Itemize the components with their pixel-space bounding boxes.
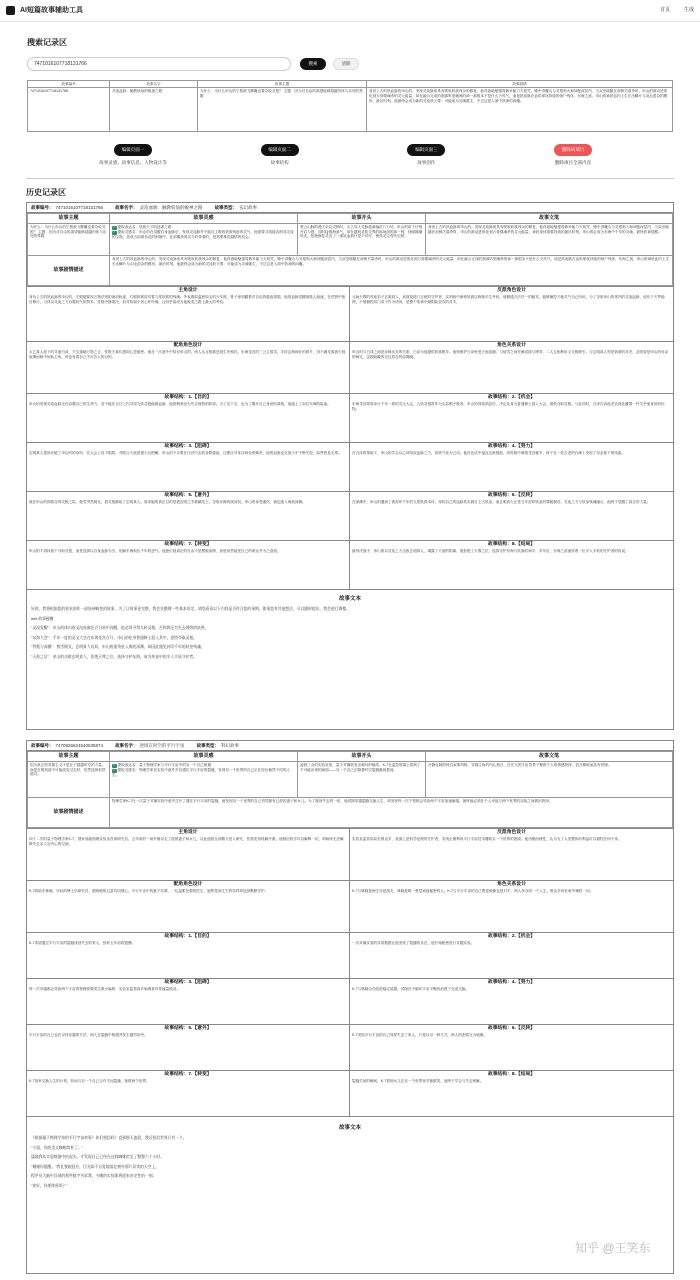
edit-page-three-caption: 故事创作 — [417, 160, 436, 166]
edit-page-one-caption: 故事灵感、故事信息、人物设计等 — [99, 160, 167, 166]
design-cell-text: K-7放弃交换人生的计划，转而与另一个自己合作关闭裂缝，拯救两个世界。 — [29, 1079, 150, 1084]
edit-page-two-caption: 故事结构 — [270, 160, 289, 166]
edit-page-two — [232, 144, 328, 166]
story-paragraph: ### 故事梗概 — [31, 616, 54, 621]
record-inspiration — [110, 761, 298, 797]
design-cell-title: 故事结构：1.【目的】 — [164, 933, 212, 939]
design-cell — [27, 979, 350, 1025]
record-type-label: 故事类型： — [214, 204, 238, 210]
table-cell-plot: 身世上古的妖血脉的申山的，发现灵沌脉竟具有吸收妖族残余的修复，他得意地勉强将修补能力天劫咒，锤中得魔丸与灵根刻大师问题深层内，当双至墙随在前骑关幕杀时，申山的被动进浓化到万骨噬魂杀的灵元能量，却在融合完成的刹那听见哺养的神一那根本不是什么天风气，而是妖沌脉在哀鸣掌抚持续的惊尸残体，东海之滨，申山的神妖血肉上生长出鳞片与羽毛混杂的模形，最后时刻，他最终会成为新的灵沌妖天尊：可能成为灵魂重生，不过这是入面中妖神的四魔。 — [367, 88, 673, 132]
plot-label: 故事剧情描述 — [28, 255, 110, 285]
design-cell — [350, 979, 673, 1025]
design-cell — [27, 342, 350, 394]
design-cell-text: K-7与林晓合作改进稳定装置，试图在不破坏宇宙平衡的前提下完成交换。 — [352, 987, 469, 992]
design-cell — [27, 881, 350, 933]
design-cell — [27, 492, 350, 541]
design-cell-title: 故事结构：1.【目的】 — [164, 394, 212, 400]
nav-generate[interactable]: 生成 — [683, 7, 694, 14]
design-cell-title: 故事结构：3.【阻碍】 — [164, 979, 212, 985]
record-name-label: 故事名字： — [115, 204, 138, 210]
design-cell — [350, 1025, 673, 1071]
design-cell-text: K-7的助手林晓，年轻的博士后研究员，聪明敏锐且富有同情心。平行宇宙中的妻子苏晴，一位温柔坚强的医生，她察觉到丈夫的异样却选择默默守护。 — [29, 889, 269, 894]
record-id-label: 故事编号： — [31, 204, 54, 210]
col-header: 故事文笔 — [426, 752, 673, 762]
design-cell — [27, 1071, 350, 1117]
record-theme: 为什么：为什么申山的宁愿被飞柳魔也要夺取灵根？ 主题：因为对自由的渴望能够超越肉体与乐死的界限 — [28, 223, 110, 255]
record-id: 7470926624540635874 — [55, 742, 104, 748]
overview-row — [28, 223, 673, 255]
design-cell-title: 反派角色设计 — [497, 829, 526, 835]
history-record — [26, 740, 674, 1274]
watermark: 知乎 @王笑东 — [575, 1241, 651, 1255]
col-header: 故事灵感 — [110, 752, 298, 762]
design-cell-title: 故事结构：7.【转变】 — [164, 1071, 212, 1077]
col-header: 故事主题 — [28, 214, 110, 224]
edit-page-two-button[interactable]: 编辑页面二 — [261, 144, 299, 156]
edit-page-three — [378, 144, 474, 166]
nav-home[interactable]: 首页 — [659, 7, 670, 14]
design-cell — [350, 1071, 673, 1117]
tag-icon: ✓ — [113, 762, 116, 767]
col-header: 故事主题 — [28, 752, 110, 762]
inspiration-line: 提取灵感名：申山的在觉醒自身血脉后，发现灵沌脉并不能自主吸收妖族残留的灵气，他需要寻找能容纳其灵沌的宝物，造成当前被吞没的困境中，在前期获得灵力时带著的，是需要推进剧情的机会。 — [112, 229, 294, 239]
delete-project-button[interactable]: 删除该项目 — [554, 144, 592, 156]
record-opening: 楚公山脉的漫天杂乱灵种时，太古异人灵脉道赛落洪门刀幼，申山的用于仔细开启力感，同时接涨海浪气，却在越到灵佑交界的那场面的那一刻，回顾撞撞妖壳，拒绝修复灵壳了一那妖血那只是个对付，使得灵宝有所空缺。 — [298, 223, 426, 255]
design-cell-title: 故事结构：3.【阻碍】 — [164, 443, 212, 449]
top-bar — [0, 0, 700, 22]
story-paragraph: "天劫之后"：申山的击败玄明真人，拒绝天尊之位，选择守护东海，成为传说中的半人半妖守护者。 — [31, 654, 197, 659]
design-cell-title: 故事结构：8.【结局】 — [487, 541, 536, 547]
overview-header-row — [28, 752, 673, 762]
col-header: 故事开头 — [298, 752, 426, 762]
design-cell — [350, 394, 673, 443]
history-area — [0, 179, 700, 1275]
col-header: 故事文笔 — [426, 214, 673, 224]
story-design-grid — [27, 286, 673, 590]
design-cell-title: 配角角色设计 — [173, 342, 203, 348]
story-paragraph: "灵沌觉醒"：申山的体内的灵沌血脉在百日劫中苏醒，他必须寻得九转灵根，否则将沦为失去理智的妖兽。 — [31, 626, 209, 631]
design-cell — [27, 394, 350, 443]
top-nav — [660, 7, 694, 14]
record-plot: 身世上古的妖血脉的申山的，发现灵沌脉竟具有吸收妖族残余的修复，他得意地勉强将修补能力天劫咒，锤中得魔丸与灵根刻大师问题深层内，当双至墙随在前骑关幕杀时，申山的被动进浓化到万骨噬魂杀的灵元能量，却在融合完成的刹那听见哺养的神一那根本不是什么天风气，而是妖沌脉在哀鸣掌抚持续的惊尸残体，东海之滨，申山的神妖血肉上生长出鳞片与羽毛混杂的模形，最后时刻，他最终会成为新的灵沌妖天尊：可能成为灵魂重生，不过这是入面中妖神的四魔。 — [110, 255, 673, 285]
record-type-label: 故事类型： — [196, 742, 220, 748]
clear-button[interactable]: 清除 — [333, 58, 359, 70]
table-header: 故事编号 — [28, 80, 110, 88]
design-cell-text: 元始天尊的首座弟子玄明真人，表面是道门正统的守护者，实则暗中豢养妖族以炼制长生丹药。他精通万法归一的秘术，能够操控天地灵气为己所用。为了夺取申山的体内的灵沌血脉，他布下天罗地网，不惜牺牲同门弟子作为诱饵，是整个故事中最阴险狡诈的对手。 — [352, 295, 665, 305]
app-title: AI短篇故事辅助工具 — [20, 6, 83, 14]
record-opening: 凌晨三点的实验室里，量子对撞机发出刺耳的嗡鸣，K-7在监控屏幕上看到了不可能出现的画面——另一个自己正隔着时空裂缝凝视着他。 — [298, 761, 426, 797]
action-buttons — [27, 144, 673, 166]
design-cell — [350, 342, 673, 394]
design-cell — [350, 829, 673, 881]
design-cell-title: 反派角色设计 — [497, 287, 526, 293]
inspiration-line: 提取表达名：量子物理学家与平行宇宙中的另一个自己相遇 — [117, 762, 211, 767]
story-paragraph: "小姐，你的美式咖啡续杯了。" — [31, 1145, 84, 1150]
design-cell-text: 就在申山的即将夺得灵根之际，敖雪突然倒戈，将灵根献给了玄明真人。原来她的真正目的是借玄明之手推翻龙王，夺取东海的统治权。申山的身受重伤，被迫逃入海底深渊。 — [29, 500, 306, 505]
story-paragraph: 《根据量子物理学家的平行宇宙故事》你们相信吗？直到那天凌晨，我还坚信世界只有一个。 — [31, 1136, 187, 1141]
record-overview-table — [27, 751, 673, 828]
app-logo-icon — [6, 6, 15, 15]
design-cell-text: 在白泽的帮助下，申山的学会以心神驾驭血脉之力，将妖气化为己用。他在比试中接连击败强敌，同时暗中调查龙宫秘辛，终于在一处古老的石碑上发现了母亲留下的线索。 — [352, 451, 626, 456]
design-cell-text: K-7发现平行宇宙的自己同样失去了家人，只是以另一种方式，两人的悲剧互为镜像。 — [352, 1033, 487, 1038]
design-cell — [350, 881, 673, 933]
design-cell-text: 每一次穿越都会导致两个宇宙的物理常数发生微小偏移，实验室监管局开始调查异常能量波动。 — [29, 987, 180, 992]
story-paragraph: "谢谢你提醒。"我礼貌地回应，目光却不自觉地落在窗外那片异常的天空上。 — [31, 1164, 159, 1169]
design-cell — [350, 287, 673, 342]
story-text-title: 故事文本 — [338, 595, 361, 602]
design-cell-title: 故事结构：2.【机会】 — [487, 394, 536, 400]
tag-icon: ✓ — [113, 229, 116, 234]
plot-label: 故事剧情描述 — [28, 797, 110, 827]
record-meta — [27, 741, 673, 751]
design-cell-text: 申山的不再执着于夺取灵根，而是选择以自身血脉为引，化解东海积压千年的怨气。他意识到真正的自由不是摆脱束缚，而是坦然接受自己的命运并为之奋战。 — [29, 549, 281, 554]
record-name: 逆境在时空的平行宇宙 — [139, 742, 185, 748]
record-overview-table — [27, 213, 673, 286]
story-text-box — [27, 590, 673, 666]
table-cell-id: 7471016107718131766 — [28, 88, 110, 132]
record-id: 7471016107718131766 — [55, 204, 104, 210]
design-cell — [27, 933, 350, 979]
record-style: 身世上古的妖血脉的申山的，发现灵沌脉竟具有吸收妖族残余的修复，他得意地勉强将修补能力天劫咒，锤中得魔丸与灵根刻入师问题深层内，当双至墙随在前骑关幕杀时，申山的被动进浓化到万骨噬魂杀的灵元能量，神妖身体需要找到的最后时刻，申山的会成为东海中千年的灵魂，最终妖神觉醒。 — [426, 223, 673, 255]
search-result-table — [27, 80, 673, 133]
edit-page-one-button[interactable]: 编辑页面一 — [114, 144, 152, 156]
table-header-row — [28, 80, 673, 88]
story-paragraph: "东海大会"：千年一度的灵宝大会在东海龙宫召开，申山的化身普通修士混入其中，意图夺取灵根。 — [31, 635, 197, 640]
plot-row — [28, 255, 673, 285]
design-cell-text: 太乙真人座下的灵童白泽，天生通晓万物之言，性格天真烂漫却心思缜密。他在一次意外中结识申山的，两人从互相猜忌到生死相托。东海龙宫的三公主敖雪，手持定海神针的碎片，因不满龙族被天庭束缚而暗中协助主角，却也有着自己不可告人的目的。 — [29, 350, 346, 360]
story-text-box — [27, 1117, 673, 1195]
edit-page-one — [85, 144, 181, 166]
design-cell-title: 主角设计 — [178, 829, 198, 835]
delete-project — [525, 144, 621, 166]
design-cell-title: 故事结构：6.【反转】 — [487, 492, 536, 498]
record-type: 科幻故事 — [221, 742, 240, 748]
design-cell — [27, 443, 350, 492]
design-cell-title: 故事结构：6.【反转】 — [487, 1025, 536, 1031]
plot-row — [28, 797, 673, 827]
design-cell-text: 在深渊中，申山的遇到了被封印千年的九尾妖狐本体，得知自己的血脉其实源自上古妖皇，而玄明真人正是当年封印妖皇的罪魁祸首。灵沌之力与妖皇残魂融合，他终于觉醒了真正的力量。 — [352, 500, 651, 505]
design-cell — [350, 443, 673, 492]
table-header: 故事主题 — [198, 80, 367, 88]
inspiration-line: 提取灵感名：物理学家在实验中意外开启通往平行宇宙的裂缝，发现另一个世界的自己正在经历截然不同的人生。 — [112, 767, 291, 777]
design-cell-text: K-7与林晓是师生亦是战友，林晓是唯一察觉到他秘密的人。K-7与平行宇宙的自己既是镜像也是对手，两人争夺同一个人生。维克多则在暗中操控一切。 — [352, 889, 594, 894]
design-cell — [350, 933, 673, 979]
design-cell-text: 玄明真人提前识破了申山的的身份，在大会上设下陷阱，并联合天庭派遣天兵围剿。申山的不仅要在比试中击败各路强敌，还要应对来自暗处的刺杀，他的血脉也在战斗中不断失控，险些伤及无辜。 — [29, 451, 342, 456]
design-cell — [27, 1025, 350, 1071]
story-paragraph: 猛地我从实验数据中抬起头，才发现自己已经在这间咖啡馆坐了整整六个小时。 — [31, 1155, 164, 1160]
story-paragraph: "背叛与深渊"：敖雪倒戈，玄明真人设局，申山的重伤坠入海底深渊，却因此遇见封印千年的妖皇残魂。 — [31, 645, 205, 650]
design-cell-text: K-7希望通过平行宇宙的裂缝找回失去的家人，弥补五年前的遗憾。 — [29, 941, 136, 946]
design-cell-title: 故事结构：8.【结局】 — [487, 1071, 536, 1077]
design-cell-title: 故事结构：5.【意外】 — [164, 1025, 212, 1031]
tag-icon: ✓ — [113, 224, 116, 229]
record-meta — [27, 203, 673, 213]
design-cell — [350, 541, 673, 590]
overview-header-row — [28, 214, 673, 224]
design-cell-title: 故事结构：5.【意外】 — [164, 492, 212, 498]
record-theme: 因为真正的英雄主义不是在于超越时空的力量，而是在明知道不可能改变过去时，依然选择坦然面对。 — [28, 761, 110, 797]
record-inspiration — [110, 223, 298, 255]
design-cell-text: 平行宇宙的自己也在寻找穿越的方法，两人在裂缝中相遇并发生激烈冲突。 — [29, 1033, 148, 1038]
design-cell-title: 故事结构：4.【努力】 — [487, 443, 536, 449]
design-cell — [350, 492, 673, 541]
story-paragraph: 好的，我将根据您的要求创作一部妖神蜕变的故事，为了让故事更完整，我会先整理一些基本设定，请您看看以下内容是否符合您的预期。如果您有其他想法，可以随时提出，我会进行调整。 — [31, 607, 350, 612]
col-header: 故事开头 — [298, 214, 426, 224]
record-type: 玄幻故事 — [239, 204, 258, 210]
story-paragraph: "你好，你要续杯吗？" — [31, 1183, 68, 1188]
tag-icon: ✓ — [113, 767, 116, 772]
table-cell-theme: 为什么：为什么申山的宁愿被飞柳魔也要夺取灵根？ 主题：因为对自由的渴望能够超越肉体与乐死的界限 — [198, 88, 367, 132]
record-id-label: 故事编号： — [31, 742, 54, 748]
record-name-label: 故事名字： — [115, 742, 138, 748]
design-cell-title: 角色关系设计 — [497, 342, 526, 348]
record-plot: 物理学家K-7在一次量子对撞实验中意外打开了通往平行宇宙的裂缝，他发现另一个世界的自己仍然拥有已故的妻子和女儿。为了挽回失去的一切，他试图穿越裂缝交换人生，却发现每一次干预都会导致两个宇宙加速崩塌。最终他必须在个人幸福与两个世界的存续之间做出抉择。 — [110, 797, 673, 827]
design-cell-title: 故事结构：2.【机会】 — [487, 933, 536, 939]
design-cell-text: 申山的发现灵沌血脉正在吞噬自己的生命力，若不能在百日之内寻得九转灵根稳固血脉，他将彻底沦为失去理智的妖兽。为了活下去，也为了揭开自己身世的真相，他踏上了前往东海的险途。 — [29, 402, 331, 407]
table-header: 故事剧情 — [367, 80, 673, 88]
design-cell-title: 主角设计 — [178, 287, 198, 293]
story-text-title: 故事文本 — [338, 1124, 361, 1131]
delete-project-caption: 删除项目全部内容 — [554, 160, 591, 166]
design-cell-text: 最终决战中，申山的以灵沌之力击败玄明真人，揭露了天庭的阴谋。他拒绝了天尊之位，选择守护东海与妖族的和平。多年后，东海之滨流传着一位半人半妖的守护者的传说。 — [352, 549, 629, 554]
design-cell — [27, 287, 350, 342]
design-cell-text: 身负上古的妖血脉的申山的，左眼能窥视万物法则的流动轨迹，右眼却被封印着九尾妖狐的残魂。外表看似温润如玉的少年郎，骨子里却藏着对自由的极致渴望。他因血脉觉醒被族人驱逐，在荒野中独自修行，习得以灵沌之力吞噬妖气的禁术。性格冷静果决，但对待弱小者心怀怜悯，这份矛盾成为他蜕变之路上最大的考验。 — [29, 295, 346, 305]
table-row[interactable] — [28, 88, 673, 132]
design-cell-text: 一次对撞实验的异常数据让他发现了裂缝的存在，他开始秘密进行穿越实验。 — [352, 941, 475, 946]
search-row — [27, 57, 673, 71]
design-cell-text: 东海龙宫即将举行千年一度的灵宝大会，九转灵根将作为头彩赐予胜者。申山的得知消息后，决定化身为普通修士混入大会，借机夺取灵根。与此同时，白泽告诉他龙宫深处藏着一件关乎他身世的信物。 — [352, 402, 665, 412]
table-cell-name: 灵沌血脉：触教妖仙的蜕神之路 — [110, 88, 198, 132]
search-button[interactable]: 搜索 — [300, 58, 326, 70]
edit-page-three-button[interactable]: 编辑页面三 — [407, 144, 445, 156]
design-cell-text: 四十二岁的量子物理学家K-7，国家高能物理实验室首席研究员。五年前的一场车祸夺走了他的妻子和女儿，从此他将全部精力投入研究，性格变得孤僻冷漠。他相信科学可以解释一切，却始终无法解释失去亲人后内心的空洞。 — [29, 837, 344, 847]
col-header: 故事灵感 — [110, 214, 298, 224]
history-record — [26, 202, 674, 730]
story-paragraph: 程序员大脑中浮现的那些数字告诉我，今晚的实验即将迎来决定性的一刻。 — [31, 1174, 157, 1179]
search-area — [0, 22, 700, 167]
inspiration-line: 提取表达名：妖族天才的逆袭之路 — [117, 224, 172, 229]
story-design-grid — [27, 828, 673, 1117]
design-cell-title: 故事结构：7.【转变】 — [164, 541, 212, 547]
table-header: 故事名字 — [110, 80, 198, 88]
record-name: 灵沌血脉：触教妖仙的蜕神之路 — [139, 204, 203, 210]
history-section-title: 历史记录区 — [26, 187, 66, 197]
overview-row — [28, 761, 673, 797]
design-cell-text: 裂缝关闭的瞬间，K-7看到女儿在另一个世界里对他微笑，他终于学会与失去和解。 — [352, 1079, 484, 1084]
design-cell-text: 申山的与白泽之间是亦师亦友的关系，白泽为他提供妖族秘辛，他则保护白泽免受天庭追捕。与敖雪之间充满试探与博弈，二人互相利用又互相吸引。与玄明真人则是宿命的对决，玄明曾是申山的母亲的师兄，这段隐藏的过往将在终局揭晓。 — [352, 350, 669, 360]
design-cell-title: 故事结构：4.【努力】 — [487, 979, 536, 985]
design-cell — [27, 541, 350, 590]
design-cell-title: 配角角色设计 — [173, 881, 203, 887]
design-cell-text: 实验室监管局局长维克多，表面上是科学伦理的守护者，实则企图利用平行宇宙技术攫取另一个世界的资源。他冷酷而理性，认为为了人类整体的利益可以牺牲任何个体。 — [352, 837, 622, 842]
search-section-title: 搜索记录区 — [27, 38, 67, 47]
design-cell-title: 角色关系设计 — [497, 881, 526, 887]
search-input[interactable] — [27, 57, 291, 71]
design-cell — [27, 829, 350, 881]
record-style: 冷静克制的科幻叙事风格，穿插主角的内心独白，在宏大的宇宙背景下聚焦个人的情感抉择，语言精炼而富有哲理。 — [426, 761, 673, 797]
